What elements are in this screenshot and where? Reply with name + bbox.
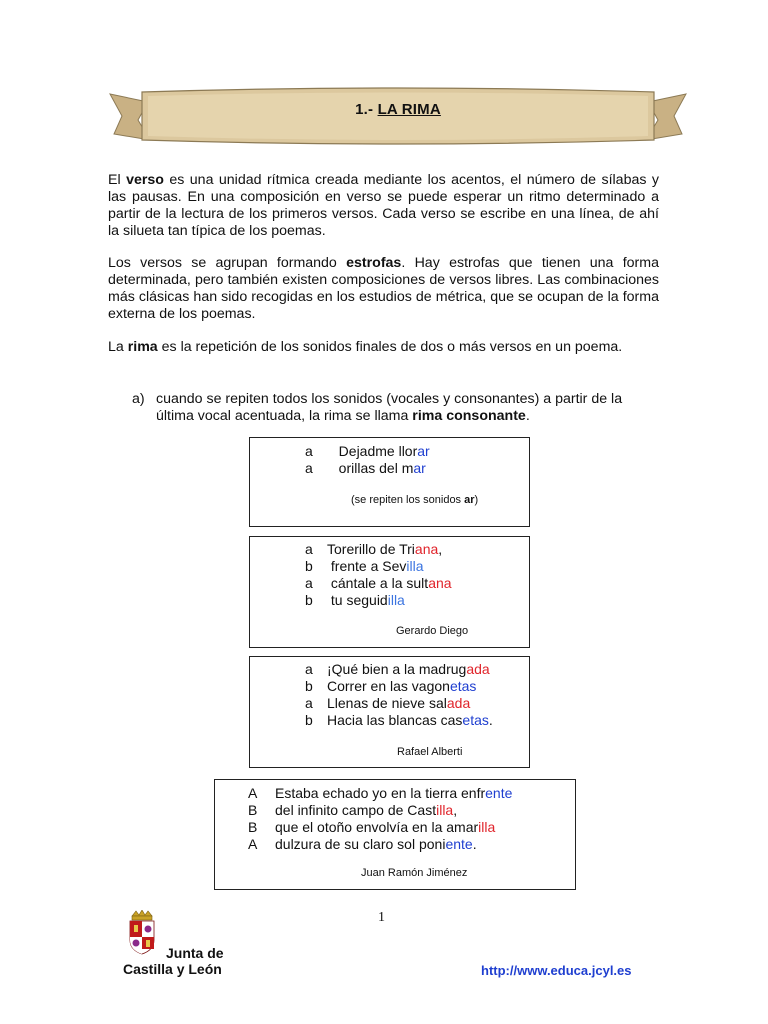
verse-line <box>305 695 470 712</box>
verse-text: orillas del m <box>338 460 414 476</box>
verse-text: ¡Qué bien a la madrug <box>327 661 467 677</box>
rhyme-sound: ana <box>414 541 439 557</box>
verse-text: dulzura de su claro sol poni <box>275 836 446 852</box>
text-run: cuando se repiten todos los sonidos (vocales y consonantes) a partir de la última vocal acentuada, la rima se llama <box>156 391 623 424</box>
text-run: ar <box>464 494 475 506</box>
rhyme-sound: illa <box>406 558 424 574</box>
rhyme-sound: ente <box>485 785 513 801</box>
rhyme-sound: ada <box>446 695 471 711</box>
verse-line <box>305 678 476 695</box>
rhyme-scheme-letter: a <box>305 575 313 591</box>
verse-line <box>305 592 405 609</box>
rhyme-sound: illa <box>478 819 496 835</box>
verse-text: tu seguid <box>330 592 388 608</box>
rhyme-sound: ar <box>417 443 430 459</box>
rhyme-sound: etas <box>462 712 489 728</box>
rhyme-scheme-letter: A <box>248 836 258 852</box>
paragraph-rima <box>108 339 659 356</box>
verse-line <box>305 443 430 460</box>
website-link[interactable]: http://www.educa.jcyl.es <box>481 963 632 978</box>
text-run: Los versos se agrupan formando <box>108 255 347 272</box>
text-run: El <box>108 172 127 189</box>
verse-text: Correr en las vagon <box>327 678 450 694</box>
term-rima-consonante: rima consonante <box>412 408 526 424</box>
list-marker: a) <box>132 391 145 407</box>
verse-text: del infinito campo de Cast <box>275 802 437 818</box>
rhyme-scheme-letter: b <box>305 712 313 728</box>
text-run: . <box>525 408 530 424</box>
rhyme-sound: ada <box>466 661 490 677</box>
term-verso: verso <box>126 172 164 189</box>
rhyme-scheme-letter: b <box>305 558 313 574</box>
rhyme-scheme-letter: B <box>248 802 258 818</box>
rhyme-scheme-letter: a <box>305 443 313 459</box>
verse-line <box>305 661 490 678</box>
verse-punct: . <box>488 712 493 728</box>
term-estrofas: estrofas <box>346 255 402 272</box>
verse-text: Llenas de nieve sal <box>327 695 447 711</box>
verse-line <box>248 785 512 802</box>
verse-text: Dejadme llor <box>338 443 418 459</box>
verse-line <box>305 575 452 592</box>
rhyme-sound: illa <box>436 802 454 818</box>
rhyme-scheme-letter: B <box>248 819 258 835</box>
rhyme-scheme-letter: a <box>305 460 313 476</box>
verse-line <box>305 712 493 729</box>
page-number: 1 <box>378 910 385 925</box>
example-box-1 <box>249 437 530 527</box>
rhyme-sound: ar <box>413 460 426 476</box>
poem-author: Rafael Alberti <box>397 746 463 758</box>
paragraph-estrofas <box>108 255 659 323</box>
verse-punct: , <box>453 802 458 818</box>
verse-line <box>305 460 426 477</box>
logo-text-line2: Castilla y León <box>123 961 222 977</box>
verse-text: frente a Sev <box>330 558 407 574</box>
verse-line <box>248 819 495 836</box>
term-rima: rima <box>127 339 158 356</box>
verse-punct: . <box>472 836 477 852</box>
verse-line <box>305 541 442 558</box>
verse-line <box>248 802 457 819</box>
text-run: (se repiten los sonidos <box>351 494 465 506</box>
text-run: . Hay estrofas que tienen una forma determinada, pero también existen composiciones de versos libres. Las combinaciones más clásicas han sido recogidas en los estudios de métrica, que se ocupan de la forma externa de los poemas. <box>108 255 659 323</box>
example-box-4 <box>214 779 576 890</box>
rhyme-sound: ana <box>428 575 452 591</box>
rhyme-scheme-letter: a <box>305 695 313 711</box>
poem-author: Juan Ramón Jiménez <box>361 867 468 879</box>
list-item-a <box>132 391 660 425</box>
rhyme-sound: illa <box>387 592 405 608</box>
rhyme-scheme-letter: b <box>305 592 313 608</box>
verse-text: cántale a la sult <box>330 575 429 591</box>
rhyme-scheme-letter: a <box>305 661 313 677</box>
list-item-text <box>156 391 660 425</box>
text-run: es la repetición de los sonidos finales de dos o más versos en un poema. <box>157 339 623 356</box>
rhyme-scheme-letter: a <box>305 541 313 557</box>
verse-text: Estaba echado yo en la tierra enfr <box>275 785 486 801</box>
logo-text-line1: Junta de <box>166 945 224 961</box>
rhyme-sound: etas <box>449 678 477 694</box>
rhyme-scheme-letter: b <box>305 678 313 694</box>
rhyme-note <box>351 494 478 506</box>
rhyme-scheme-letter: A <box>248 785 258 801</box>
text-run: ) <box>474 494 479 506</box>
verse-text: Hacia las blancas cas <box>327 712 463 728</box>
verse-line <box>305 558 424 575</box>
poem-author: Gerardo Diego <box>396 625 469 637</box>
page-title <box>108 101 688 118</box>
verse-line <box>248 836 477 853</box>
paragraph-verso <box>108 172 659 240</box>
example-box-3 <box>249 656 530 768</box>
verse-punct: , <box>438 541 443 557</box>
title-text: LA RIMA <box>377 101 441 118</box>
example-box-2 <box>249 536 530 648</box>
text-run: La <box>108 339 128 356</box>
verse-text: que el otoño envolvía en la amar <box>275 819 479 835</box>
rhyme-sound: ente <box>445 836 473 852</box>
text-run: es una unidad rítmica creada mediante los acentos, el número de sílabas y las pausas. En una composición en verso se puede esperar un ritmo determinado a partir de la lectura de los primeros versos. Cada verso se escribe en una línea, de ahí la silueta tan típica de los poemas. <box>108 172 659 240</box>
verse-text: Torerillo de Tri <box>327 541 415 557</box>
title-number: 1.- <box>355 101 374 118</box>
title-banner <box>108 86 688 152</box>
